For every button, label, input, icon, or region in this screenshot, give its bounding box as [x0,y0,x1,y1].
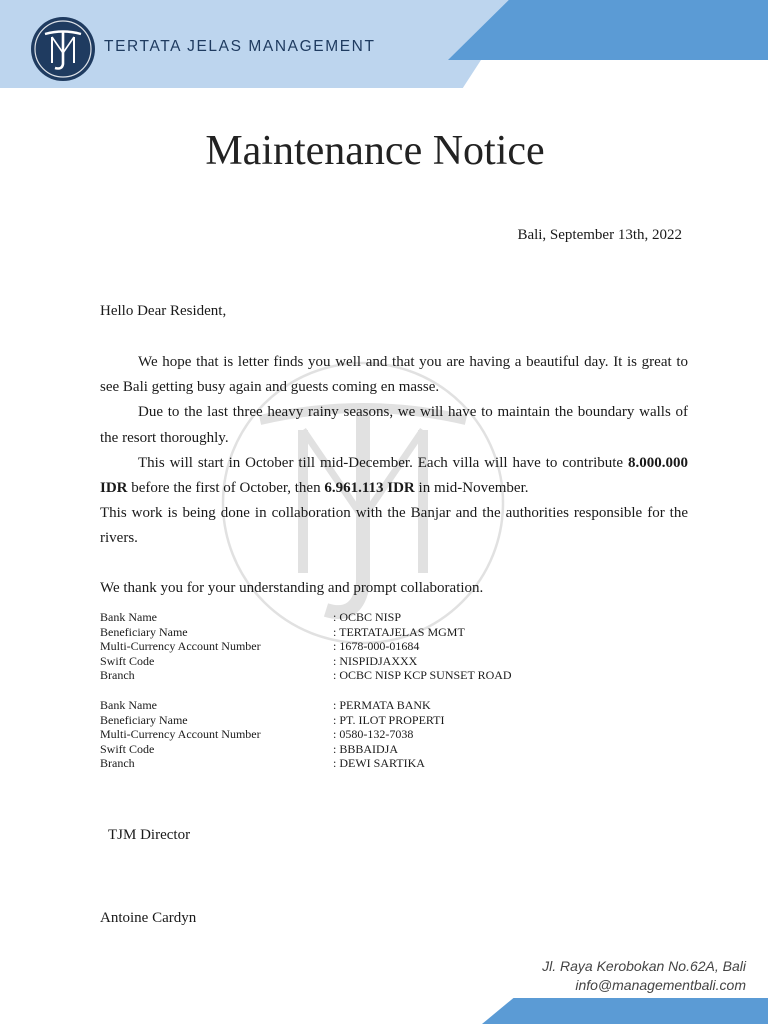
bank-row [100,639,560,654]
bank-label: Bank Name [100,698,157,712]
bank-value: : PERMATA BANK [333,698,431,712]
bank-details-1 [100,610,560,683]
bank-row [100,625,560,640]
bank-value: : DEWI SARTIKA [333,756,425,771]
bank-row [100,756,560,771]
paragraph-3-part-a: This will start in October till mid-December. Each villa will have to contribute [138,454,628,471]
thanks-line: We thank you for your understanding and prompt collaboration. [100,580,484,596]
bank-label: Bank Name [100,610,157,624]
bank-label: Multi-Currency Account Number [100,639,261,654]
bank-value: : 1678-000-01684 [333,639,420,654]
bank-value: : PT. ILOT PROPERTI [333,712,445,727]
paragraph-3-part-c: in mid-November. [414,480,529,497]
company-name: TERTATA JELAS MANAGEMENT [104,38,376,55]
greeting: Hello Dear Resident, [100,303,227,319]
footer-contact [542,957,746,995]
paragraph-2: Due to the last three heavy rainy seasons, we will have to maintain the boundary walls of the resort thoroughly. [100,404,688,446]
bank-label: Branch [100,756,135,771]
bank-value: : TERTATAJELAS MGMT [333,624,465,639]
bank-row [100,727,560,742]
page-title: Maintenance Notice [205,128,545,174]
company-logo [31,17,95,81]
contribution-amount-2: 6.961.113 IDR [324,480,415,497]
bank-row [100,610,560,625]
bank-label: Branch [100,668,135,683]
bank-value: : NISPIDJAXXX [333,653,418,668]
paragraph-3-part-b: before the first of October, then [127,480,325,497]
bank-value: : BBBAIDJA [333,741,399,756]
bank-row [100,713,560,728]
letter-date: Bali, September 13th, 2022 [517,227,682,243]
bank-label: Swift Code [100,741,155,756]
bank-row [100,668,560,683]
bank-details-2 [100,698,560,771]
paragraph-1: We hope that is letter finds you well and that you are having a beautiful day. It is great to see Bali getting busy again and guests coming en masse. [100,354,688,396]
bank-row [100,698,560,713]
paragraph-3 [100,451,688,501]
footer-band [482,998,768,1024]
bank-row [100,742,560,757]
bank-row [100,654,560,669]
signer-name: Antoine Cardyn [100,910,197,926]
bank-label: Swift Code [100,653,155,668]
contribution-amount-1: 8.000.000 IDR [100,454,688,497]
footer-email: info@managementbali.com [575,977,746,993]
bank-value: : OCBC NISP [333,610,402,624]
bank-label: Beneficiary Name [100,712,188,727]
bank-label: Beneficiary Name [100,624,188,639]
tjm-monogram-icon [31,17,95,81]
footer-address: Jl. Raya Kerobokan No.62A, Bali [542,958,746,974]
letter-body [100,350,688,552]
bank-value: : 0580-132-7038 [333,727,414,742]
bank-value: : OCBC NISP KCP SUNSET ROAD [333,668,512,683]
signer-role: TJM Director [108,827,191,843]
paragraph-4: This work is being done in collaboration with the Banjar and the authorities responsible for the rivers. [100,505,688,547]
bank-label: Multi-Currency Account Number [100,727,261,742]
